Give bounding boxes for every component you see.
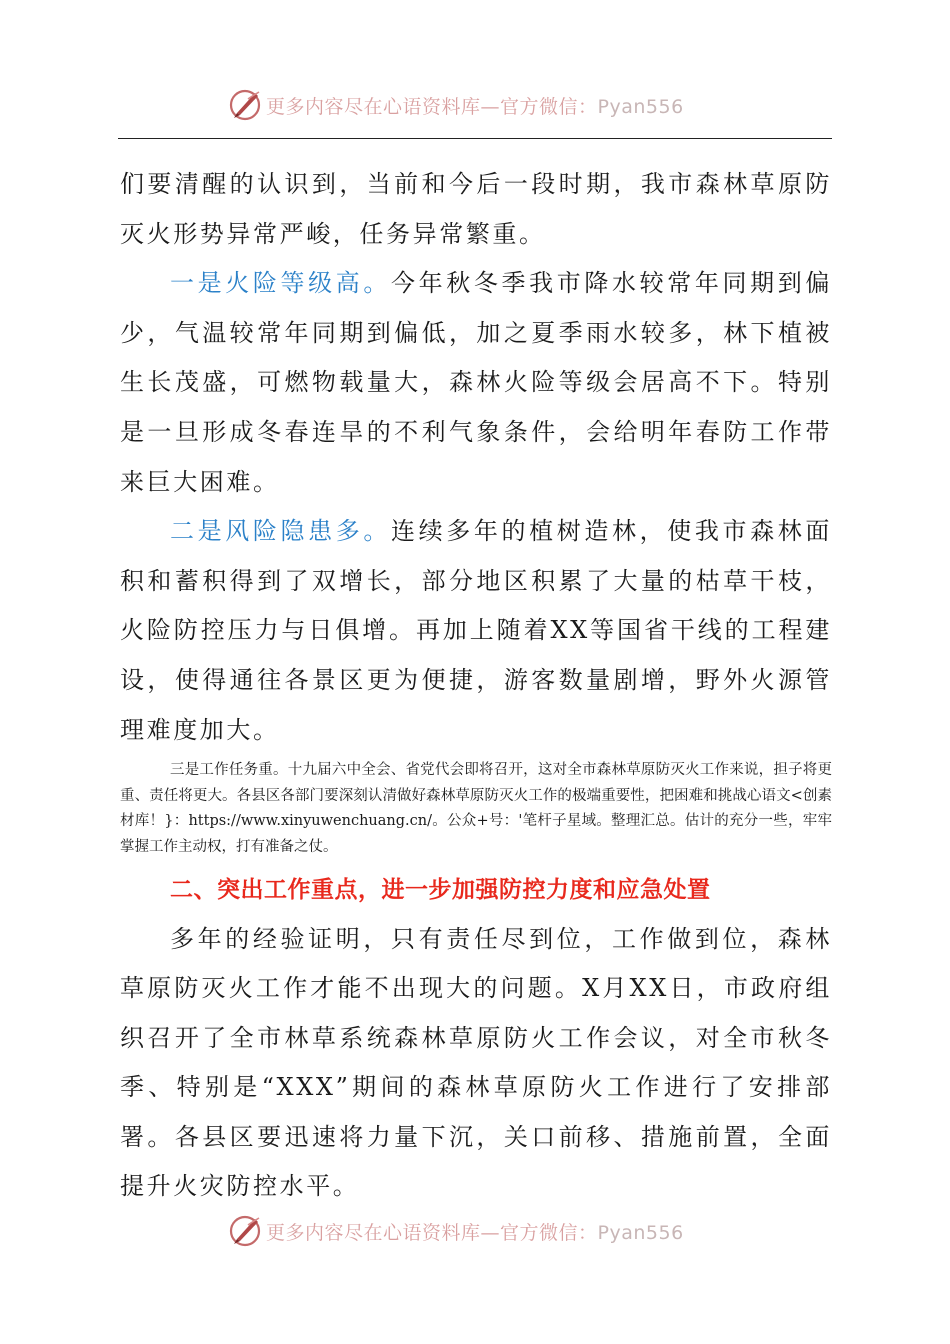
paragraph-hazards	[120, 507, 832, 755]
banner-text: 更多内容尽在心语资料库—官方微信：Pyan556	[266, 1222, 684, 1244]
paragraph-experience: 多年的经验证明，只有责任尽到位，工作做到位，森林草原防灭火工作才能不出现大的问题。X月XX日，市政府组织召开了全市林草系统森林草原防火工作会议，对全市秋冬季、特别是“XXX”期间的森林草原防火工作进行了安排部署。各县区要迅速将力量下沉，关口前移、措施前置，全面提升火灾防控水平。	[120, 924, 832, 1201]
paragraph-small-print: 三是工作任务重。十九届六中全会、省党代会即将召开，这对全市森林草原防灭火工作来说，担子将更重、责任将更大。各县区各部门要深刻认清做好森林草原防灭火工作的极端重要性，把困难和挑战心语文<创素材库！}：https://www.xinyuwenchuang.cn/。公众+号：'笔杆子星域。整理汇总。估计的充分一些，牢牢掌握工作主动权，打有准备之仗。	[120, 762, 832, 855]
quill-logo-icon	[228, 1212, 264, 1248]
footer-banner	[0, 1210, 950, 1250]
wechat-id: Pyan556	[597, 1222, 684, 1244]
header-divider	[118, 138, 832, 139]
point-lead-2: 二是风险隐患多。	[170, 517, 392, 546]
paragraph-continuation: 们要清醒的认识到，当前和今后一段时期，我市森林草原防灭火形势异常严峻，任务异常繁重。	[120, 170, 832, 248]
quill-logo-icon	[228, 86, 264, 122]
point-lead-1: 一是火险等级高。	[170, 269, 392, 298]
point-text-1: 今年秋冬季我市降水较常年同期到偏少，气温较常年同期到偏低，加之夏季雨水较多，林下植被生长茂盛，可燃物载量大，森林火险等级会居高不下。特别是一旦形成冬春连旱的不利气象条件，会给明年春防工作带来巨大困难。	[120, 269, 832, 496]
paragraph-fire-risk	[120, 259, 832, 507]
section-heading: 二、突出工作重点，进一步加强防控力度和应急处置	[170, 876, 711, 903]
header-banner	[0, 84, 950, 124]
banner-text: 更多内容尽在心语资料库—官方微信：Pyan556	[266, 96, 684, 118]
document-body	[120, 160, 832, 1212]
point-text-2: 连续多年的植树造林，使我市森林面积和蓄积得到了双增长，部分地区积累了大量的枯草干枝，火险防控压力与日俱增。再加上随着XX等国省干线的工程建设，使得通往各景区更为便捷，游客数量剧增，野外火源管理难度加大。	[120, 517, 832, 744]
wechat-id: Pyan556	[597, 96, 684, 118]
